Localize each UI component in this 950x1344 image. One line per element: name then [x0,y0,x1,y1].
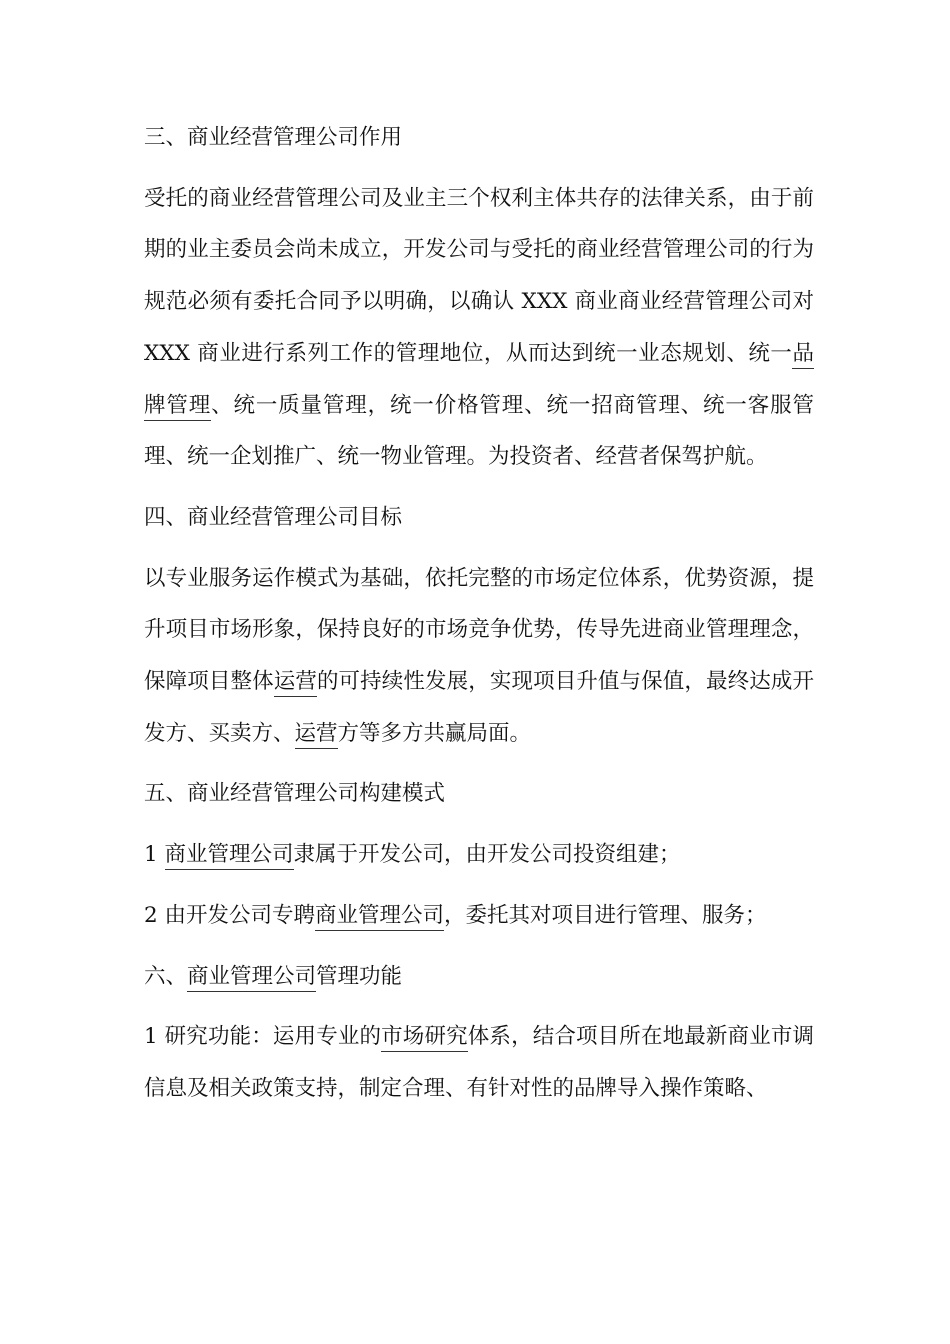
section-paragraph-4 [144,553,814,760]
list-item-5-1 [144,829,814,881]
list-item-5-2 [144,890,814,942]
link-commercial-management-company[interactable]: 商业管理公司 [187,964,316,992]
section-heading-3: 三、商业经营管理公司作用 [144,125,403,150]
section-heading-6 [144,951,814,1003]
link-commercial-management-company[interactable]: 商业管理公司 [165,842,294,870]
link-market-research[interactable]: 市场研究 [381,1024,468,1052]
text-run: 1 研究功能：运用专业的 [144,1024,382,1050]
text-run: 2 由开发公司专聘 [144,902,316,928]
link-operation[interactable]: 运营 [295,721,338,749]
text-run: 受托的商业经营管理公司及业主三个权利主体共存的法律关系，由于前期的业主委员会尚未成立，开发公司与受托的商业经营管理公司的行为规范必须有委托合同予以明确，以确认 XXX 商业商业经营管理公司对 XXX 商业进行系列工作的管理地位，从而达到统一业态规划、统一 [144,185,814,366]
link-brand-management[interactable]: 品牌管理 [144,341,814,421]
section-paragraph-3 [144,173,814,483]
text-run: 、统一质量管理，统一价格管理、统一招商管理、统一客服管理、统一企划推广、统一物业管理。为投资者、经营者保驾护航。 [144,392,814,470]
text-run: 体系，结合项目所在地最新商业市调信息及相关政策支持，制定合理、有针对性的品牌导入操作策略、 [144,1024,814,1101]
text-run: ，委托其对项目进行管理、服务； [444,902,767,928]
text-run: 管理功能 [316,963,403,989]
text-run: 六、 [144,963,188,989]
list-item-6-1 [144,1011,814,1114]
text-run: 1 [144,842,165,868]
link-operation[interactable]: 运营 [274,669,317,697]
document-body [144,112,814,1124]
text-run: 的可持续性发展，实现项目升值与保值，最终达成开发方、买卖方、 [144,669,814,746]
link-commercial-management-company[interactable]: 商业管理公司 [315,903,444,931]
section-heading-4: 四、商业经营管理公司目标 [144,504,403,530]
text-run: 隶属于开发公司，由开发公司投资组建； [293,842,681,868]
text-run: 以专业服务运作模式为基础，依托完整的市场定位体系，优势资源，提升项目市场形象，保持良好的市场竞争优势，传导先进商业管理理念，保障项目整体 [144,565,814,695]
section-heading-5: 五、商业经营管理公司构建模式 [144,781,446,807]
text-run: 方等多方共赢局面。 [337,720,532,746]
